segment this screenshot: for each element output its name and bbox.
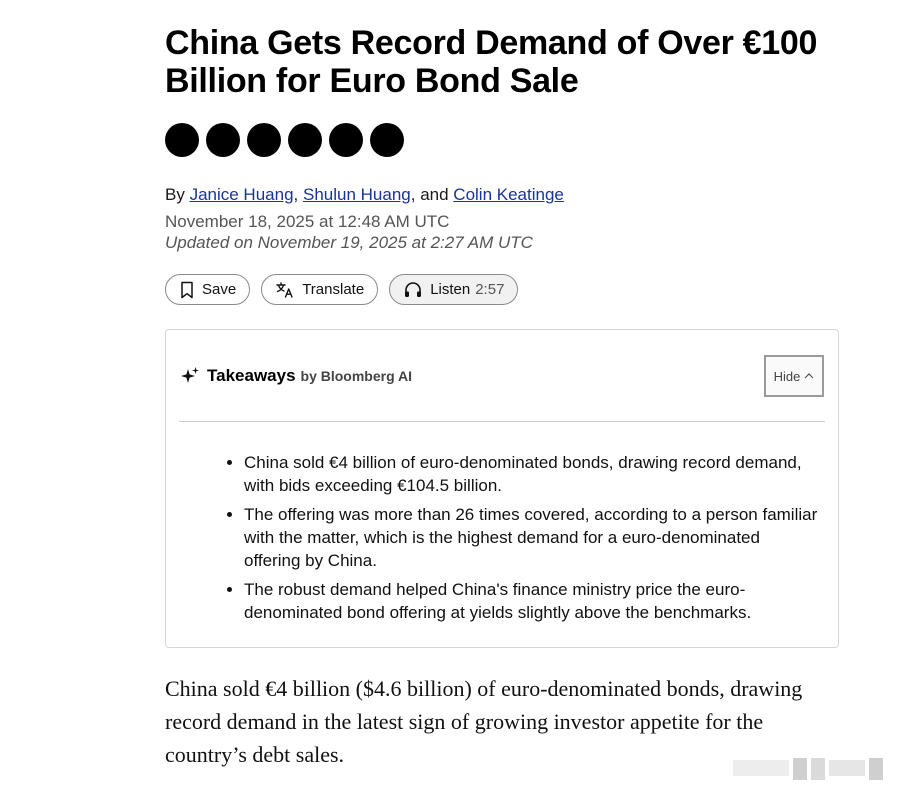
share-dot[interactable]	[370, 123, 404, 157]
translate-button[interactable]	[261, 274, 378, 305]
translate-icon	[276, 282, 294, 298]
takeaways-header	[180, 366, 412, 386]
takeaway-item: • China sold €4 billion of euro-denominated bonds, drawing record demand, with bids exceeding €104.5 billion.	[244, 451, 819, 497]
share-dot[interactable]	[206, 123, 240, 157]
takeaways-card	[165, 329, 839, 648]
hide-label: Hide	[773, 368, 801, 384]
share-dot[interactable]	[165, 123, 199, 157]
takeaways-list	[226, 451, 819, 630]
takeaway-item: • The robust demand helped China's finance ministry price the euro-denominated bond offering at yields slightly above the benchmarks.	[244, 578, 819, 624]
listen-label: Listen	[430, 281, 471, 298]
save-label: Save	[202, 281, 237, 298]
share-dot[interactable]	[288, 123, 322, 157]
lead-paragraph: China sold €4 billion ($4.6 billion) of euro-denominated bonds, drawing record demand in the latest sign of growing investor appetite for the country’s debt sales.	[165, 676, 803, 767]
hide-button[interactable]	[764, 355, 824, 397]
chevron-up-icon	[804, 372, 814, 380]
bookmark-icon	[180, 281, 194, 299]
divider	[179, 421, 825, 422]
author-link[interactable]: Shulun Huang	[302, 185, 411, 204]
listen-button[interactable]	[389, 274, 518, 305]
share-dots	[165, 123, 404, 157]
watermark-logo	[733, 754, 893, 782]
takeaways-title: Takeaways	[207, 366, 296, 385]
translate-label: Translate	[302, 281, 365, 298]
takeaway-item: • The offering was more than 26 times covered, according to a person familiar with the matter, which is the highest demand for a euro-denominated offering by China.	[244, 503, 819, 572]
byline-separator: , and	[410, 185, 454, 204]
author-link[interactable]: Janice Huang	[189, 185, 294, 204]
share-dot[interactable]	[247, 123, 281, 157]
byline	[165, 185, 564, 205]
byline-prefix: By	[165, 185, 190, 204]
article-actions	[165, 274, 518, 305]
headphones-icon	[404, 282, 422, 298]
headline: China Gets Record Demand of Over €100 Billion for Euro Bond Sale	[165, 24, 818, 100]
share-dot[interactable]	[329, 123, 363, 157]
save-button[interactable]	[165, 274, 250, 305]
listen-duration: 2:57	[475, 281, 505, 298]
takeaways-byline: by Bloomberg AI	[300, 368, 413, 384]
author-link[interactable]: Colin Keatinge	[453, 185, 564, 204]
updated-date: Updated on November 19, 2025 at 2:27 AM UTC	[165, 233, 533, 252]
byline-separator: ,	[293, 185, 303, 204]
publish-date: November 18, 2025 at 12:48 AM UTC	[165, 212, 450, 231]
sparkle-icon	[180, 366, 200, 386]
